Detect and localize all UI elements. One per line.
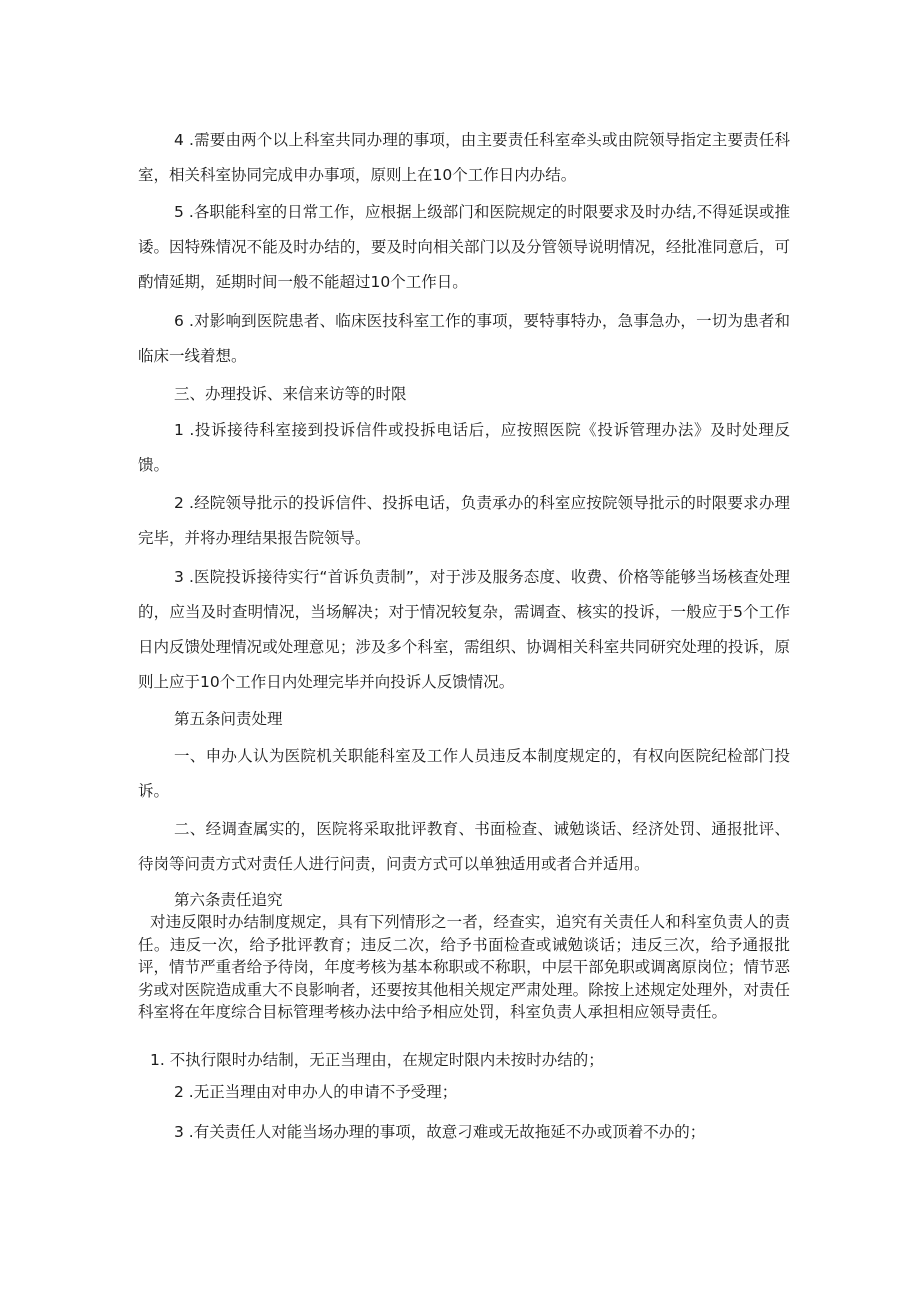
article-6-item-1: 1. 不执行限时办结制，无正当理由，在规定时限内未按时办结的；: [150, 1051, 604, 1069]
complaint-item-2: 2 .经院领导批示的投诉信件、投拆电话，负责承办的科室应按院领导批示的时限要求办理完毕，并将办理结果报告院领导。: [138, 494, 790, 547]
paragraph-item-4: 4 .需要由两个以上科室共同办理的事项，由主要责任科室牵头或由院领导指定主要责任科室，相关科室协同完成申办事项，原则上在10个工作日内办结。: [138, 131, 790, 184]
article-6-body: 对违反限时办结制度规定，具有下列情形之一者，经查实，追究有关责任人和科室负责人的责任。违反一次，给予批评教育；违反二次，给予书面检查或诫勉谈话；违反三次，给予通报批评，情节严重者给予待岗，年度考核为基本称职或不称职，中层干部免职或调离原岗位；情节恶劣或对医院造成重大不良影响者，还要按其他相关规定严肃处理。除按上述规定处理外，对责任科室将在年度综合目标管理考核办法中给予相应处罚，科室负责人承担相应领导责任。: [138, 913, 790, 1021]
article-6-heading: 第六条责任追究: [174, 891, 283, 909]
complaint-item-1: 1 .投诉接待科室接到投诉信件或投拆电话后，应按照医院《投诉管理办法》及时处理反馈。: [138, 421, 790, 474]
article-5-item-2: 二、经调查属实的，医院将采取批评教育、书面检查、诫勉谈话、经济处罚、通报批评、待岗等问责方式对责任人进行问责，问责方式可以单独适用或者合并适用。: [138, 820, 790, 873]
paragraph-item-6: 6 .对影响到医院患者、临床医技科室工作的事项，要特事特办，急事急办，一切为患者和临床一线着想。: [138, 312, 790, 365]
paragraph-item-5: 5 .各职能科室的日常工作，应根据上级部门和医院规定的时限要求及时办结,不得延误或推诿。因特殊情况不能及时办结的，要及时向相关部门以及分管领导说明情况，经批准同意后，可酌情延期，延期时间一般不能超过10个工作日。: [138, 203, 790, 291]
section-heading-3: 三、办理投诉、来信来访等的时限: [174, 385, 407, 403]
article-5-item-1: 一、申办人认为医院机关职能科室及工作人员违反本制度规定的，有权向医院纪检部门投诉。: [138, 747, 790, 800]
article-6-item-3: 3 .有关责任人对能当场办理的事项，故意刁难或无故拖延不办或顶着不办的；: [174, 1123, 706, 1141]
article-5-heading: 第五条问责处理: [174, 710, 283, 728]
complaint-item-3: 3 .医院投诉接待实行“首诉负责制”，对于涉及服务态度、收费、价格等能够当场核查处理的，应当及时查明情况，当场解决；对于情况较复杂，需调查、核实的投诉，一般应于5个工作日内反馈处理情况或处理意见；涉及多个科室，需组织、协调相关科室共同研究处理的投诉，原则上应于10个工作日内处理完毕并向投诉人反馈情况。: [138, 568, 790, 691]
article-6-item-2: 2 .无正当理由对申办人的申请不予受理；: [174, 1083, 458, 1101]
